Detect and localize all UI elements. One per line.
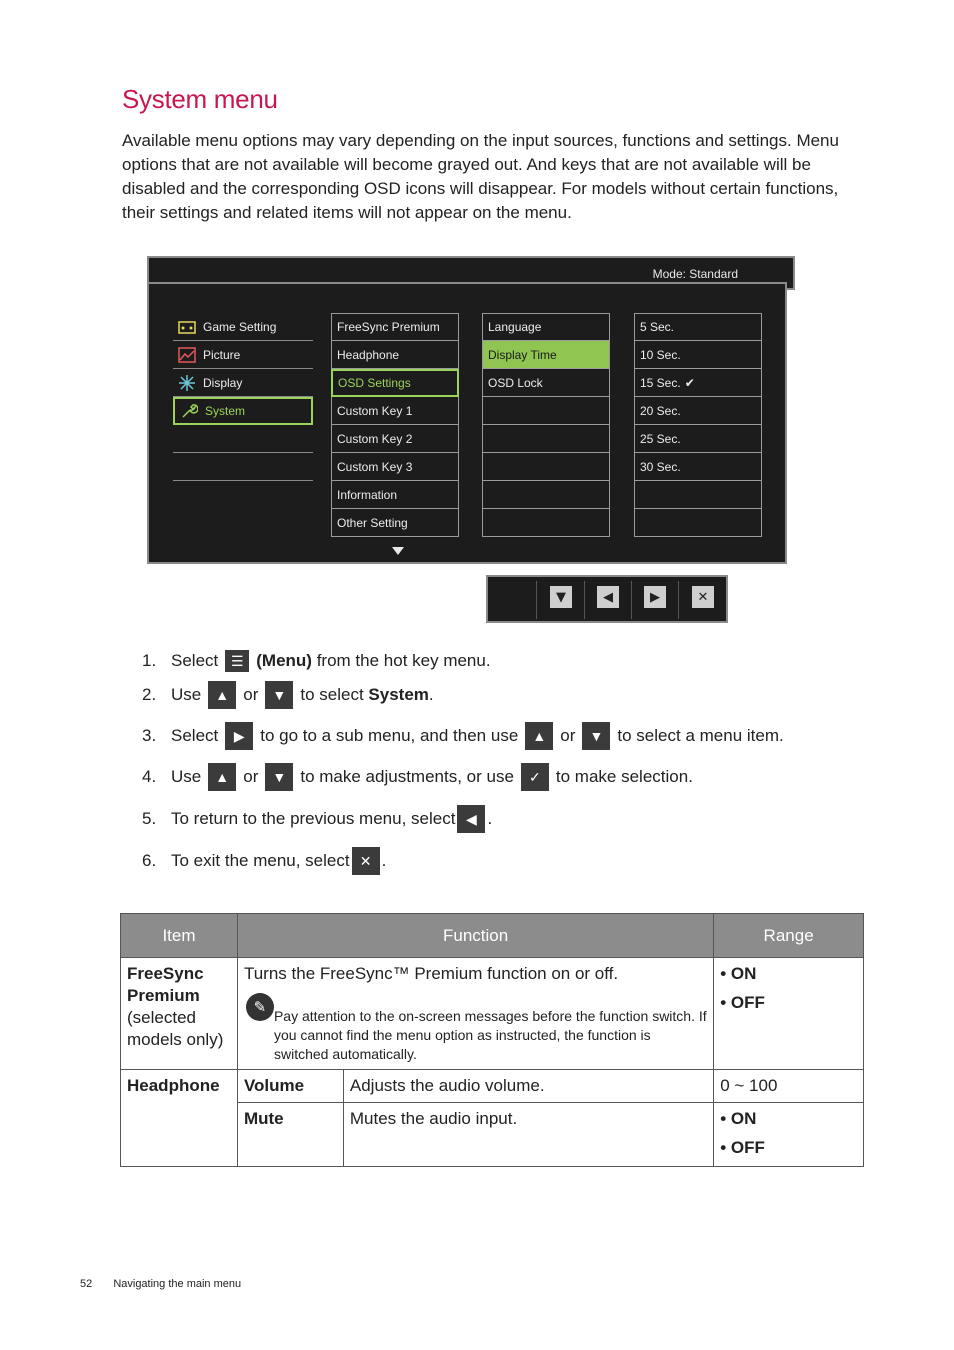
sub-item-name: Mute: [237, 1103, 343, 1167]
header-function: Function: [237, 914, 713, 958]
item-name: Headphone: [121, 1070, 238, 1167]
step-1: 1. Select ☰ (Menu) from the hot key menu.: [142, 651, 491, 670]
osd-option-label: 15 Sec.: [640, 375, 681, 390]
osd-option[interactable]: 20 Sec.: [634, 397, 762, 425]
osd-submenu-item[interactable]: Custom Key 1: [331, 397, 459, 425]
osd-empty-cell: [482, 481, 610, 509]
down-arrow-icon: ▼: [265, 763, 293, 791]
osd-empty-cell: [482, 509, 610, 537]
up-arrow-icon: ▲: [208, 681, 236, 709]
osd-main-item-game[interactable]: [173, 313, 313, 341]
osd-empty-cell: [482, 425, 610, 453]
osd-submenu-item[interactable]: Information: [331, 481, 459, 509]
right-arrow-icon: ▶: [225, 722, 253, 750]
range-text: 0 ~ 100: [714, 1070, 864, 1103]
function-cell: [237, 958, 713, 1070]
osd-main-item-label: System: [205, 404, 246, 418]
table-header-row: [121, 914, 864, 958]
step-2: 2. Use ▲ or ▼ to select System .: [142, 681, 434, 709]
osd-main-item-picture[interactable]: [173, 341, 313, 369]
osd-main-item-empty: [173, 425, 313, 453]
osd-main-item-system[interactable]: [173, 397, 313, 425]
close-icon[interactable]: ✕: [692, 586, 714, 608]
down-arrow-icon: ▼: [582, 722, 610, 750]
range-cell: • ON • OFF: [714, 1103, 864, 1167]
osd-key-bar: [486, 575, 728, 623]
osd-main-item-label: Display: [203, 375, 243, 390]
osd-main-item-empty: [173, 453, 313, 481]
osd-main-item-display[interactable]: [173, 369, 313, 397]
osd-empty-cell: [482, 453, 610, 481]
wrench-icon: [180, 402, 198, 420]
osd-option[interactable]: 10 Sec.: [634, 341, 762, 369]
step-6: 6. To exit the menu, select ✕ .: [142, 847, 386, 875]
osd-menu: [147, 282, 787, 564]
table-row: [121, 1070, 864, 1103]
check-icon: ✓: [521, 763, 549, 791]
page-footer: [80, 1278, 259, 1290]
osd-main-item-label: Game Setting: [203, 319, 277, 334]
function-text: Adjusts the audio volume.: [343, 1070, 713, 1103]
display-icon: [178, 374, 196, 392]
osd-submenu-item[interactable]: FreeSync Premium: [331, 313, 459, 341]
osd-display-time-options: [634, 313, 762, 537]
left-arrow-icon[interactable]: ◀: [597, 586, 619, 608]
osd-option[interactable]: 30 Sec.: [634, 453, 762, 481]
header-range: Range: [714, 914, 864, 958]
function-text: Turns the FreeSync™ Premium function on or off.: [243, 964, 619, 983]
range-cell: • ON • OFF: [714, 958, 864, 1070]
right-arrow-icon[interactable]: ▶: [644, 586, 666, 608]
left-arrow-icon: ◀: [457, 805, 485, 833]
osd-settings-item[interactable]: OSD Lock: [482, 369, 610, 397]
menu-icon: ☰: [225, 650, 249, 672]
system-menu-table: [120, 913, 864, 1167]
osd-main-item-label: Picture: [203, 347, 241, 362]
up-arrow-icon: ▲: [208, 763, 236, 791]
function-text: Mutes the audio input.: [343, 1103, 713, 1167]
scroll-down-icon: [392, 547, 404, 555]
gamepad-icon: [178, 318, 196, 336]
osd-submenu-item[interactable]: Custom Key 3: [331, 453, 459, 481]
step-5: 5. To return to the previous menu, select ◀ .: [142, 805, 492, 833]
osd-submenu-item[interactable]: Headphone: [331, 341, 459, 369]
osd-settings-list: [482, 313, 610, 537]
item-name: FreeSync Premium: [127, 964, 204, 1005]
footer-section: Navigating the main menu: [113, 1278, 242, 1290]
step-4: 4. Use ▲ or ▼ to make adjustments, or use ✓ to make selection.: [142, 763, 693, 791]
osd-mode-label: Mode: Standard: [652, 267, 738, 281]
osd-submenu-item[interactable]: Custom Key 2: [331, 425, 459, 453]
note-block: [244, 993, 707, 1064]
osd-option[interactable]: 5 Sec.: [634, 313, 762, 341]
up-arrow-icon: ▲: [525, 722, 553, 750]
step-3: 3. Select ▶ to go to a sub menu, and then use ▲ or ▼ to select a menu item.: [142, 722, 784, 750]
header-item: Item: [121, 914, 238, 958]
item-cell: [121, 958, 238, 1070]
osd-submenu-item-selected[interactable]: OSD Settings: [331, 369, 459, 397]
osd-settings-item[interactable]: Language: [482, 313, 610, 341]
sub-item-name: Volume: [237, 1070, 343, 1103]
note-text: Pay attention to the on-screen messages before the function switch. If you cannot find the menu option as instructed, the function is switched automatically.: [273, 1008, 707, 1062]
table-row: [121, 958, 864, 1070]
down-arrow-icon: ▼: [265, 681, 293, 709]
page-title: System menu: [122, 84, 278, 114]
osd-empty-cell: [634, 481, 762, 509]
check-icon: ✔: [684, 375, 695, 390]
osd-empty-cell: [482, 397, 610, 425]
picture-icon: [178, 346, 196, 364]
osd-option[interactable]: 25 Sec.: [634, 425, 762, 453]
intro-paragraph: Available menu options may vary depending on the input sources, functions and settings. Menu options that are not available will become grayed out. And keys that are not available will be disabled and the corresponding OSD icons will disappear. For models without certain functions, their settings and related items will not appear on the menu.: [122, 131, 839, 222]
down-arrow-icon[interactable]: ▼: [550, 586, 572, 608]
osd-option-selected[interactable]: [634, 369, 762, 397]
close-icon: ✕: [352, 847, 380, 875]
osd-submenu: [331, 313, 459, 537]
pencil-icon: ✎: [246, 993, 274, 1021]
osd-settings-item-selected[interactable]: Display Time: [482, 341, 610, 369]
osd-submenu-item[interactable]: Other Setting: [331, 509, 459, 537]
osd-empty-cell: [634, 509, 762, 537]
item-note: (selected models only): [127, 1008, 224, 1049]
page-number: 52: [80, 1278, 93, 1290]
